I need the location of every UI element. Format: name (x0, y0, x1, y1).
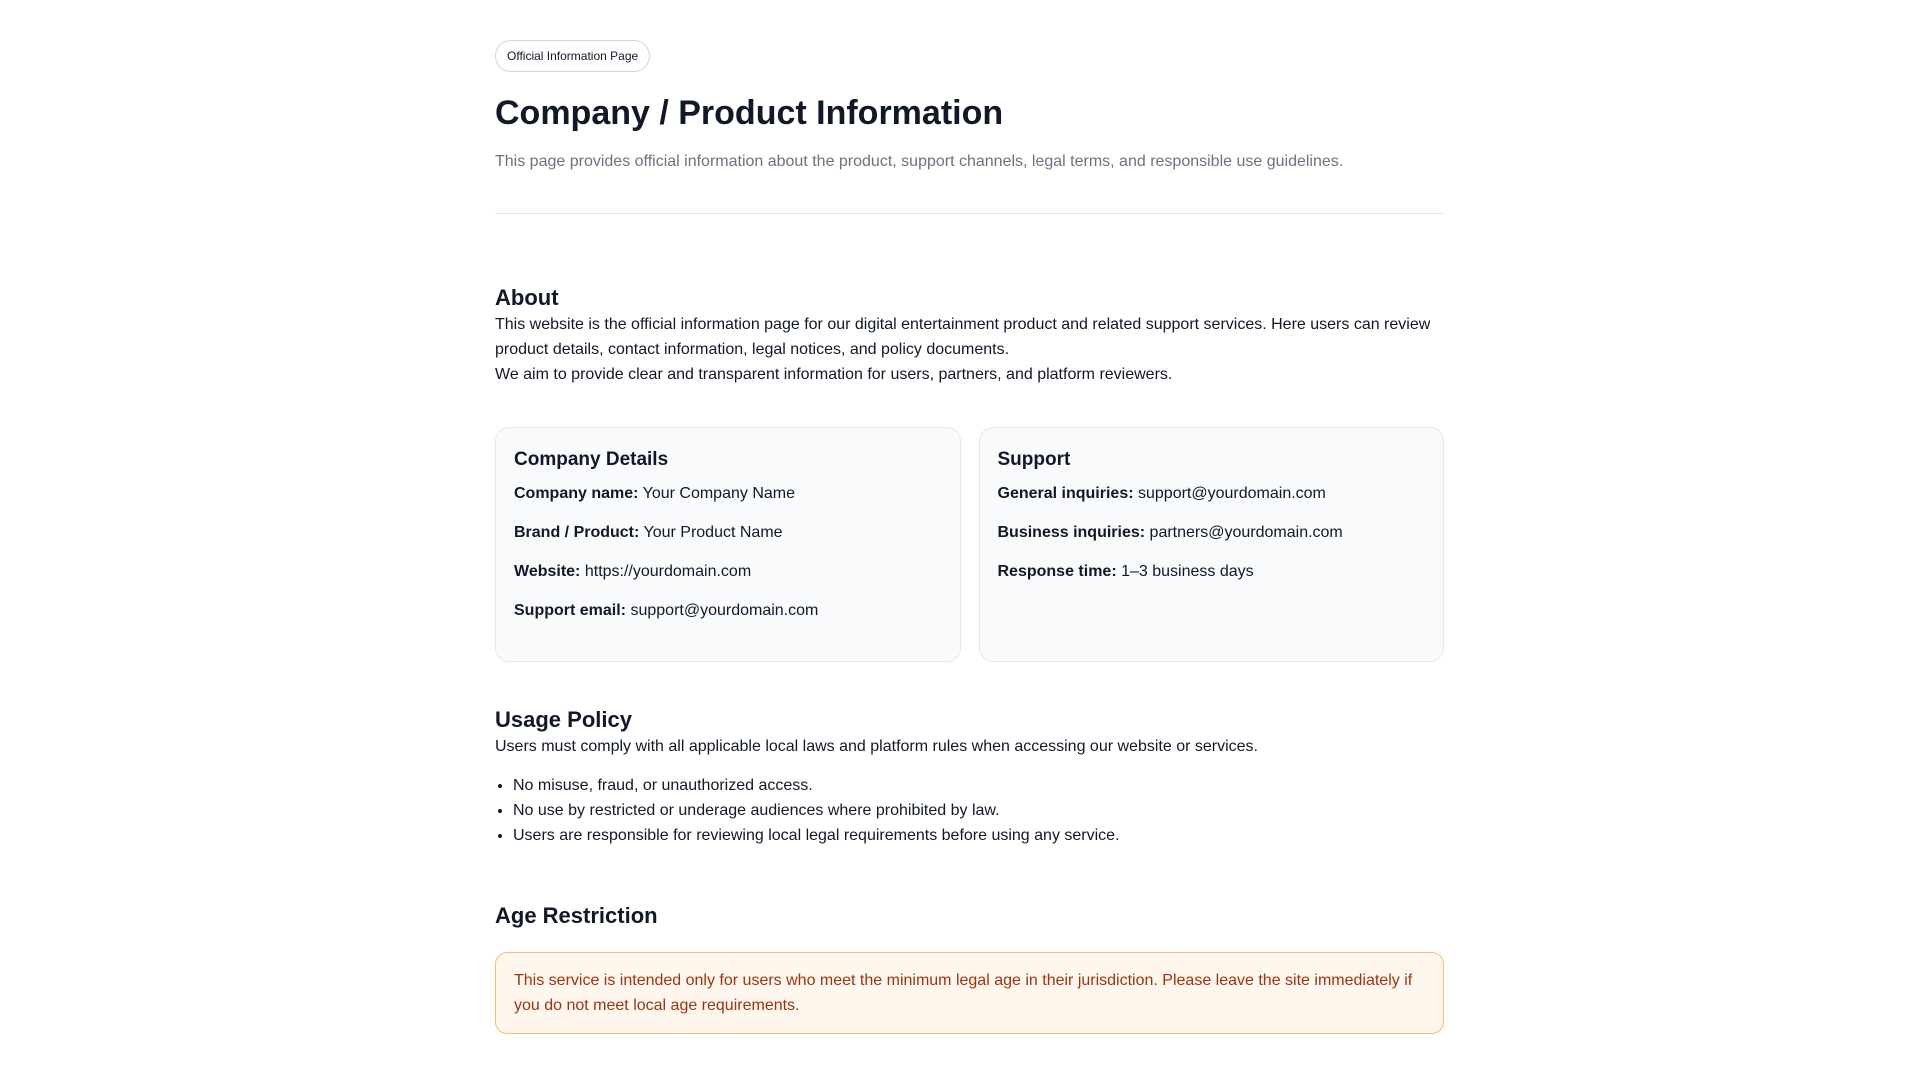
list-item: • No use by restricted or underage audiences where prohibited by law. (513, 798, 1444, 823)
website-value: https://yourdomain.com (584, 563, 752, 580)
company-details-card (495, 427, 961, 662)
list-item: • No misuse, fraud, or unauthorized access. (513, 773, 1444, 798)
company-name-row (514, 484, 942, 504)
business-inquiries-row (998, 523, 1426, 543)
brand-product-value: Your Product Name (643, 524, 783, 541)
company-name-label: Company name: (514, 485, 639, 502)
about-heading: About (495, 285, 559, 310)
page-subtitle: This page provides official information about the product, support channels, legal terms, and responsible use guidelines. (495, 153, 1344, 170)
response-time-value: 1–3 business days (1121, 563, 1254, 580)
page-title: Company / Product Information (495, 94, 1004, 132)
about-paragraph: We aim to provide clear and transparent information for users, partners, and platform reviewers. (495, 366, 1173, 383)
general-inquiries-row (998, 484, 1426, 504)
business-inquiries-label: Business inquiries: (997, 524, 1146, 541)
response-time-label: Response time: (997, 563, 1117, 580)
company-name-value: Your Company Name (642, 485, 795, 502)
header-divider (495, 213, 1444, 214)
info-cards (495, 427, 1444, 662)
general-inquiries-value: support@yourdomain.com (1138, 485, 1326, 502)
support-card (979, 427, 1445, 662)
website-label: Website: (514, 563, 581, 580)
brand-product-row (514, 523, 942, 543)
content-container (495, 40, 1444, 1034)
company-details-title: Company Details (514, 449, 669, 470)
response-time-row (998, 562, 1426, 582)
support-email-value: support@yourdomain.com (630, 602, 819, 619)
usage-policy-list (495, 773, 1444, 848)
usage-policy-heading: Usage Policy (495, 707, 632, 732)
support-email-label: Support email: (514, 602, 627, 619)
support-email-row (514, 601, 942, 621)
list-item: • Users are responsible for reviewing local legal requirements before using any service. (513, 823, 1444, 848)
usage-policy-intro: Users must comply with all applicable local laws and platform rules when accessing our website or services. (495, 738, 1258, 755)
business-inquiries-value: partners@yourdomain.com (1149, 524, 1343, 541)
brand-product-label: Brand / Product: (514, 524, 640, 541)
general-inquiries-label: General inquiries: (997, 485, 1134, 502)
page-badge: Official Information Page (495, 40, 650, 72)
website-row (514, 562, 942, 582)
about-paragraph: This website is the official information page for our digital entertainment product and related support services. Here users can review product details, contact information, legal notices, and policy documents. (495, 316, 1431, 358)
support-title: Support (997, 449, 1071, 470)
age-restriction-heading: Age Restriction (495, 903, 658, 928)
age-restriction-notice: This service is intended only for users who meet the minimum legal age in their jurisdiction. Please leave the site immediately if you do not meet local age requirements. (495, 952, 1444, 1034)
